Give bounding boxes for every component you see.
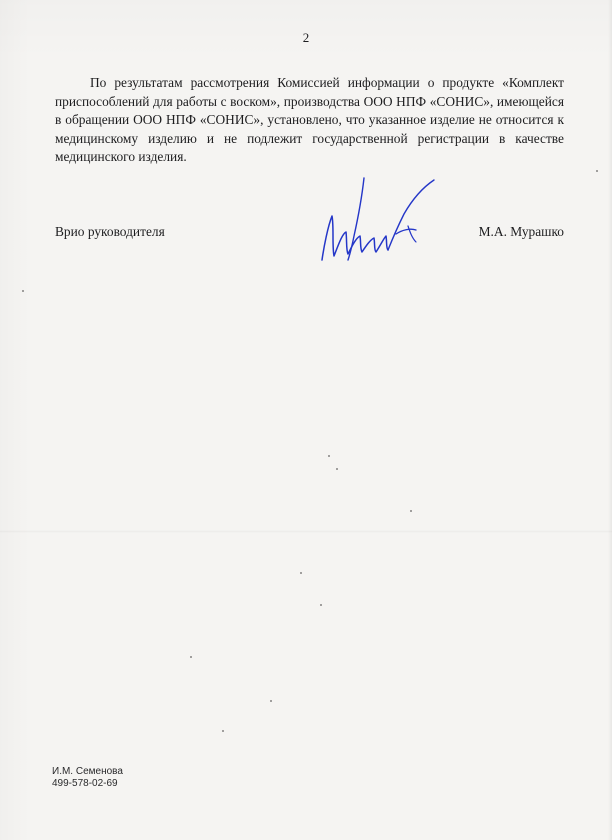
signatory-name: М.А. Мурашко	[478, 224, 564, 239]
scan-speck	[410, 510, 412, 512]
handwritten-signature	[312, 176, 442, 272]
executor-name: И.М. Семенова	[52, 766, 123, 777]
scan-speck	[300, 572, 302, 574]
scan-speck	[328, 455, 330, 457]
paper-fold	[0, 530, 612, 533]
scan-speck	[190, 656, 192, 658]
scan-speck	[596, 170, 598, 172]
scan-speck	[320, 604, 322, 606]
executor-phone: 499-578-02-69	[52, 778, 118, 789]
scan-speck	[336, 468, 338, 470]
signatory-title: Врио руководителя	[55, 224, 165, 239]
scan-speck	[270, 700, 272, 702]
paper-edge-shadow	[608, 0, 612, 840]
scan-speck	[22, 290, 24, 292]
signature-block	[55, 224, 564, 244]
scan-speck	[222, 730, 224, 732]
executor-info	[52, 766, 123, 790]
page-number: 2	[302, 30, 310, 45]
letter-paragraph: По результатам рассмотрения Комиссией информации о продукте «Комплект приспособлений для работы с воском», производства ООО НПФ «СОНИС», имеющейся в обращении ООО НПФ «СОНИС», установлено, что указанное изделие не относится к медицинскому изделию и не подлежит государственной регистрации в качестве медицинского изделия.	[55, 75, 564, 165]
